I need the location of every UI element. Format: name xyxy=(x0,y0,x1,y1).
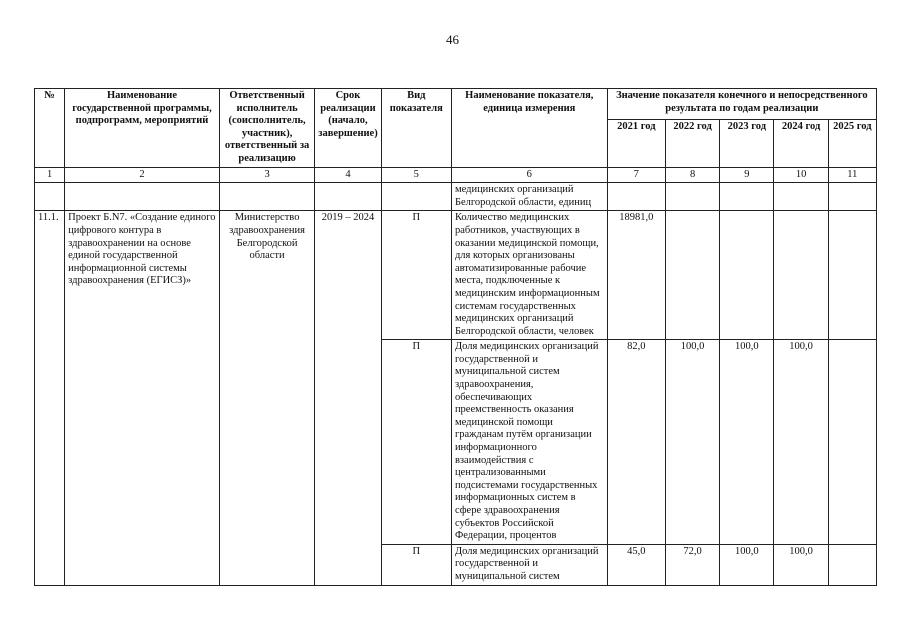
cell-empty xyxy=(720,183,774,211)
cell-empty xyxy=(65,544,220,585)
column-number: 7 xyxy=(607,167,665,183)
cell-empty xyxy=(315,544,381,585)
header-year: 2023 год xyxy=(720,119,774,167)
indicator-value-2021: 82,0 xyxy=(607,340,665,545)
cell-empty xyxy=(315,183,381,211)
header-year: 2024 год xyxy=(774,119,828,167)
cell-empty xyxy=(315,340,381,545)
cell-empty xyxy=(65,340,220,545)
header-name: Наименование государственной программы, подпрограмм, мероприятий xyxy=(65,89,220,168)
column-number-row xyxy=(35,167,877,183)
indicator-value-2023 xyxy=(720,211,774,340)
header-year: 2025 год xyxy=(828,119,876,167)
column-number: 10 xyxy=(774,167,828,183)
cell-empty xyxy=(381,183,451,211)
cell-empty xyxy=(774,183,828,211)
cell-empty xyxy=(607,183,665,211)
column-number: 11 xyxy=(828,167,876,183)
header-year: 2022 год xyxy=(665,119,719,167)
indicator-value-2025 xyxy=(828,544,876,585)
cell-empty xyxy=(219,340,314,545)
indicator-value-2023: 100,0 xyxy=(720,544,774,585)
header-indicator: Наименование показателя, единица измерения xyxy=(451,89,607,168)
continuation-indicator-name: медицинских организаций Белгородской области, единиц xyxy=(451,183,607,211)
column-number: 4 xyxy=(315,167,381,183)
indicator-value-2022: 100,0 xyxy=(665,340,719,545)
cell-empty xyxy=(35,183,65,211)
indicator-kind: П xyxy=(381,211,451,340)
cell-empty xyxy=(828,183,876,211)
continuation-row xyxy=(35,183,877,211)
indicator-value-2025 xyxy=(828,211,876,340)
indicator-value-2022 xyxy=(665,211,719,340)
header-row-1 xyxy=(35,89,877,120)
project-executor: Министерство здравоохранения Белгородской области xyxy=(219,211,314,340)
column-number: 6 xyxy=(451,167,607,183)
header-no: № xyxy=(35,89,65,168)
header-term: Срок реализации (начало, завершение) xyxy=(315,89,381,168)
column-number: 1 xyxy=(35,167,65,183)
indicator-value-2022: 72,0 xyxy=(665,544,719,585)
indicator-value-2023: 100,0 xyxy=(720,340,774,545)
column-number: 9 xyxy=(720,167,774,183)
indicator-kind: П xyxy=(381,544,451,585)
header-kind: Вид показателя xyxy=(381,89,451,168)
column-number: 2 xyxy=(65,167,220,183)
cell-empty xyxy=(35,544,65,585)
cell-empty xyxy=(35,340,65,545)
cell-empty xyxy=(219,544,314,585)
column-number: 8 xyxy=(665,167,719,183)
indicator-name: Доля медицинских организаций государственной и муниципальной систем xyxy=(451,544,607,585)
indicator-value-2024 xyxy=(774,211,828,340)
cell-empty xyxy=(65,183,220,211)
project-name: Проект Б.N7. «Создание единого цифрового контура в здравоохранении на основе единой государственной информационной системы здравоохранения (ЕГИСЗ)» xyxy=(65,211,220,340)
indicators-table xyxy=(34,88,877,586)
column-number: 3 xyxy=(219,167,314,183)
project-number: 11.1. xyxy=(35,211,65,340)
cell-empty xyxy=(665,183,719,211)
table-row xyxy=(35,544,877,585)
header-values-group: Значение показателя конечного и непосредственного результата по годам реализации xyxy=(607,89,876,120)
table-row xyxy=(35,211,877,340)
indicator-value-2021: 18981,0 xyxy=(607,211,665,340)
indicator-name: Количество медицинских работников, участвующих в оказании медицинской помощи, для которых организованы автоматизированные рабочие места, подключенные к медицинским информационным системам государственных медицинских организаций Белгородской области, человек xyxy=(451,211,607,340)
page-number: 46 xyxy=(446,32,459,47)
indicator-name: Доля медицинских организаций государственной и муниципальной систем здравоохранения, обеспечивающих преемственность оказания медицинской помощи гражданам путём организации информационного взаимодействия с централизованными подсистемами государственных информационных систем в сфере здравоохранения субъектов Российской Федерации, процентов xyxy=(451,340,607,545)
indicator-value-2024: 100,0 xyxy=(774,340,828,545)
table-row xyxy=(35,340,877,545)
indicator-value-2021: 45,0 xyxy=(607,544,665,585)
indicator-value-2025 xyxy=(828,340,876,545)
column-number: 5 xyxy=(381,167,451,183)
cell-empty xyxy=(219,183,314,211)
header-executor: Ответственный исполнитель (соисполнитель, участник), ответственный за реализацию xyxy=(219,89,314,168)
project-term: 2019 – 2024 xyxy=(315,211,381,340)
indicator-value-2024: 100,0 xyxy=(774,544,828,585)
header-year: 2021 год xyxy=(607,119,665,167)
indicator-kind: П xyxy=(381,340,451,545)
